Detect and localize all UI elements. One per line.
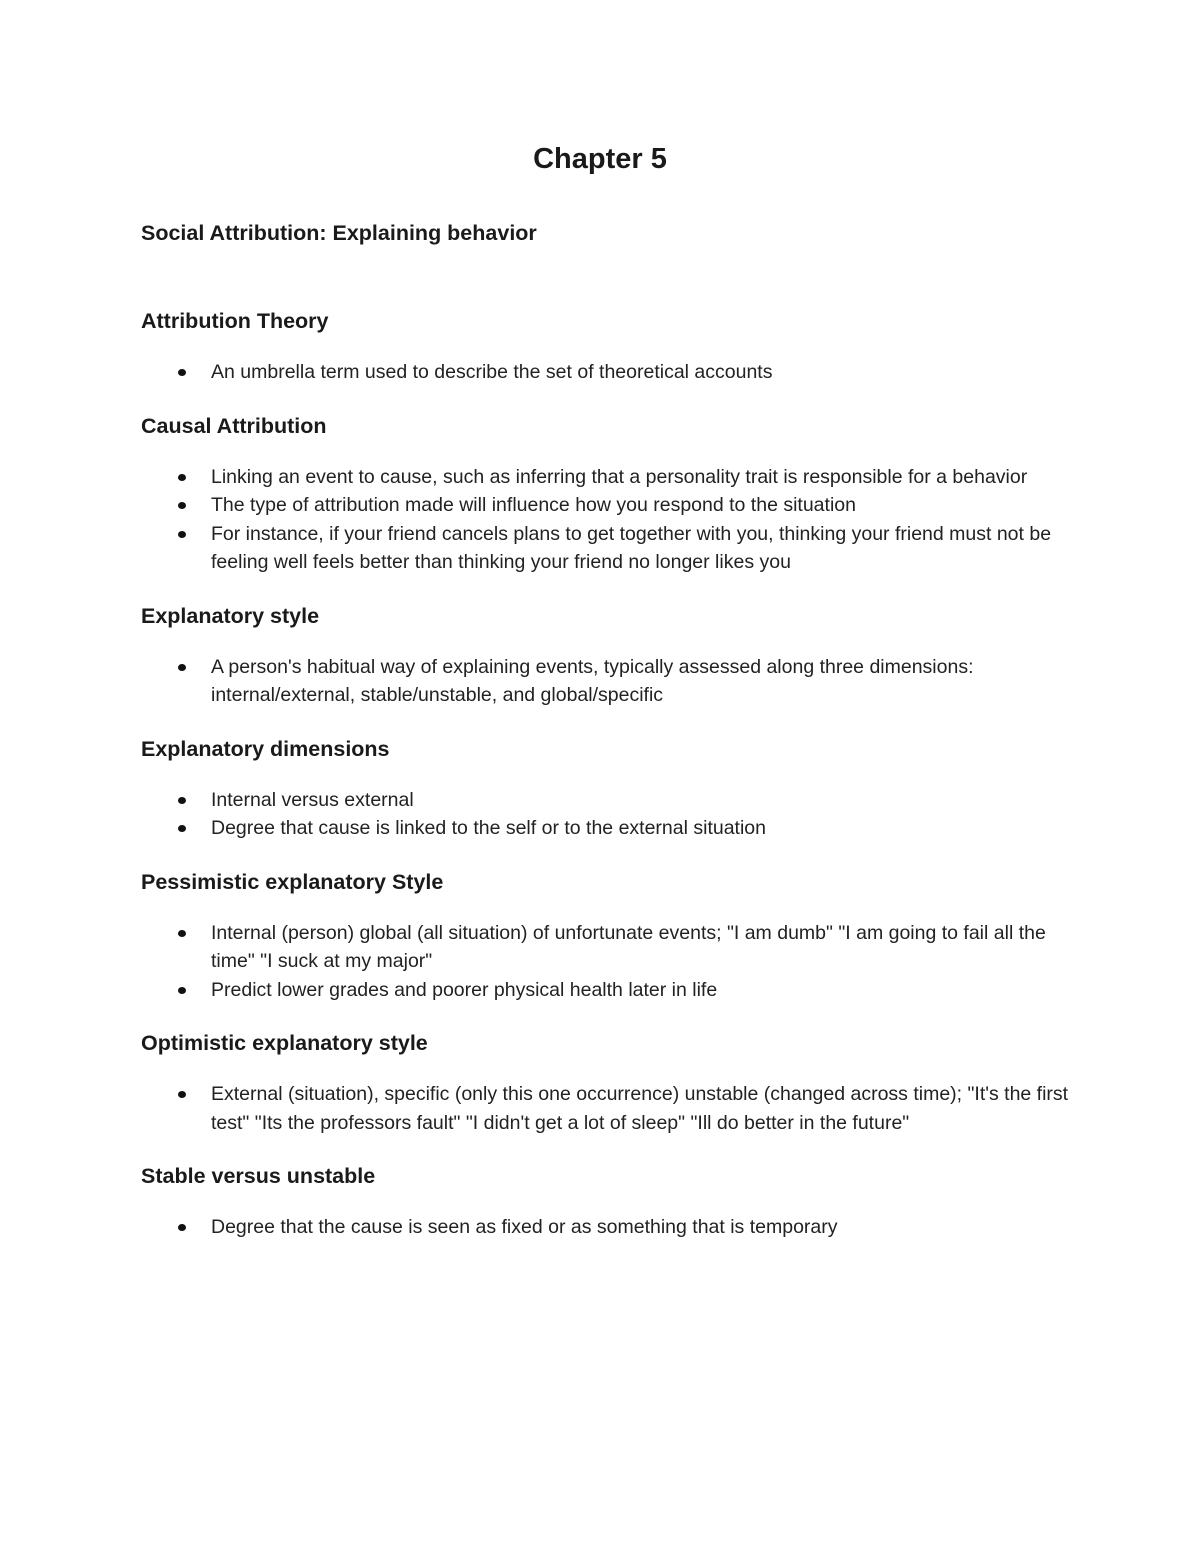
- list-item: [141, 919, 1071, 976]
- list-item: [141, 976, 1071, 1005]
- section-pessimistic-explanatory-style: [141, 867, 1071, 1005]
- list-item-text: Degree that the cause is seen as fixed or as something that is temporary: [211, 1216, 838, 1238]
- list-item: [141, 1213, 1071, 1242]
- list-item-text: External (situation), specific (only this one occurrence) unstable (changed across time); "It's the first test" "Its the professors fault" "I didn't get a lot of sleep" "Ill do better in the future": [211, 1083, 1069, 1134]
- bullet-icon: [178, 930, 186, 937]
- section-heading: Causal Attribution: [141, 413, 327, 438]
- page-title: Chapter 5: [533, 143, 667, 175]
- list-item: [141, 653, 1071, 710]
- bullet-list: [141, 1213, 1071, 1242]
- list-item-text: A person's habitual way of explaining events, typically assessed along three dimensions: internal/external, stable/unstable, and global/specific: [211, 655, 974, 706]
- bullet-icon: [178, 797, 186, 804]
- list-item: [141, 491, 1071, 520]
- bullet-list: [141, 653, 1071, 710]
- bullet-list: [141, 358, 1071, 387]
- bullet-list: [141, 919, 1071, 1005]
- list-item: [141, 786, 1071, 815]
- bullet-icon: [178, 1091, 186, 1098]
- bullet-icon: [178, 825, 186, 832]
- bullet-list: [141, 1080, 1071, 1137]
- list-item-text: Internal (person) global (all situation) of unfortunate events; "I am dumb" "I am going to fail all the time" "I suck at my major": [211, 921, 1046, 972]
- list-item: [141, 814, 1071, 843]
- section-heading: Stable versus unstable: [141, 1164, 376, 1188]
- section-heading: Optimistic explanatory style: [141, 1031, 428, 1055]
- section-attribution-theory: [141, 306, 1071, 387]
- list-item-text: Degree that cause is linked to the self or to the external situation: [211, 817, 766, 839]
- list-item-text: Predict lower grades and poorer physical health later in life: [211, 978, 718, 1001]
- bullet-icon: [178, 987, 186, 994]
- section-heading: Explanatory dimensions: [141, 736, 390, 761]
- section-causal-attribution: [141, 411, 1071, 577]
- section-heading: Explanatory style: [141, 603, 320, 628]
- document-body: [141, 218, 1071, 1242]
- document-subtitle: Social Attribution: Explaining behavior: [141, 221, 537, 245]
- section-optimistic-explanatory-style: [141, 1028, 1071, 1137]
- list-item-text: Internal versus external: [211, 788, 414, 811]
- section-stable-versus-unstable: [141, 1161, 1071, 1242]
- bullet-icon: [178, 502, 186, 509]
- bullet-list: [141, 786, 1071, 843]
- section-explanatory-style: [141, 601, 1071, 710]
- list-item-text: An umbrella term used to describe the set of theoretical accounts: [211, 361, 773, 383]
- bullet-icon: [178, 1224, 186, 1231]
- list-item: [141, 1080, 1071, 1137]
- section-heading: Pessimistic explanatory Style: [141, 869, 444, 894]
- bullet-list: [141, 463, 1071, 577]
- list-item: [141, 358, 1071, 387]
- list-item-text: The type of attribution made will influence how you respond to the situation: [211, 494, 856, 516]
- section-explanatory-dimensions: [141, 734, 1071, 843]
- list-item-text: For instance, if your friend cancels plans to get together with you, thinking your friend must not be feeling well feels better than thinking your friend no longer likes you: [211, 522, 1052, 573]
- bullet-icon: [178, 474, 186, 481]
- bullet-icon: [178, 531, 186, 538]
- bullet-icon: [178, 369, 186, 376]
- section-heading: Attribution Theory: [141, 309, 329, 333]
- list-item: [141, 463, 1071, 492]
- list-item: [141, 520, 1071, 577]
- bullet-icon: [178, 664, 186, 671]
- list-item-text: Linking an event to cause, such as inferring that a personality trait is responsible for a behavior: [211, 465, 1028, 488]
